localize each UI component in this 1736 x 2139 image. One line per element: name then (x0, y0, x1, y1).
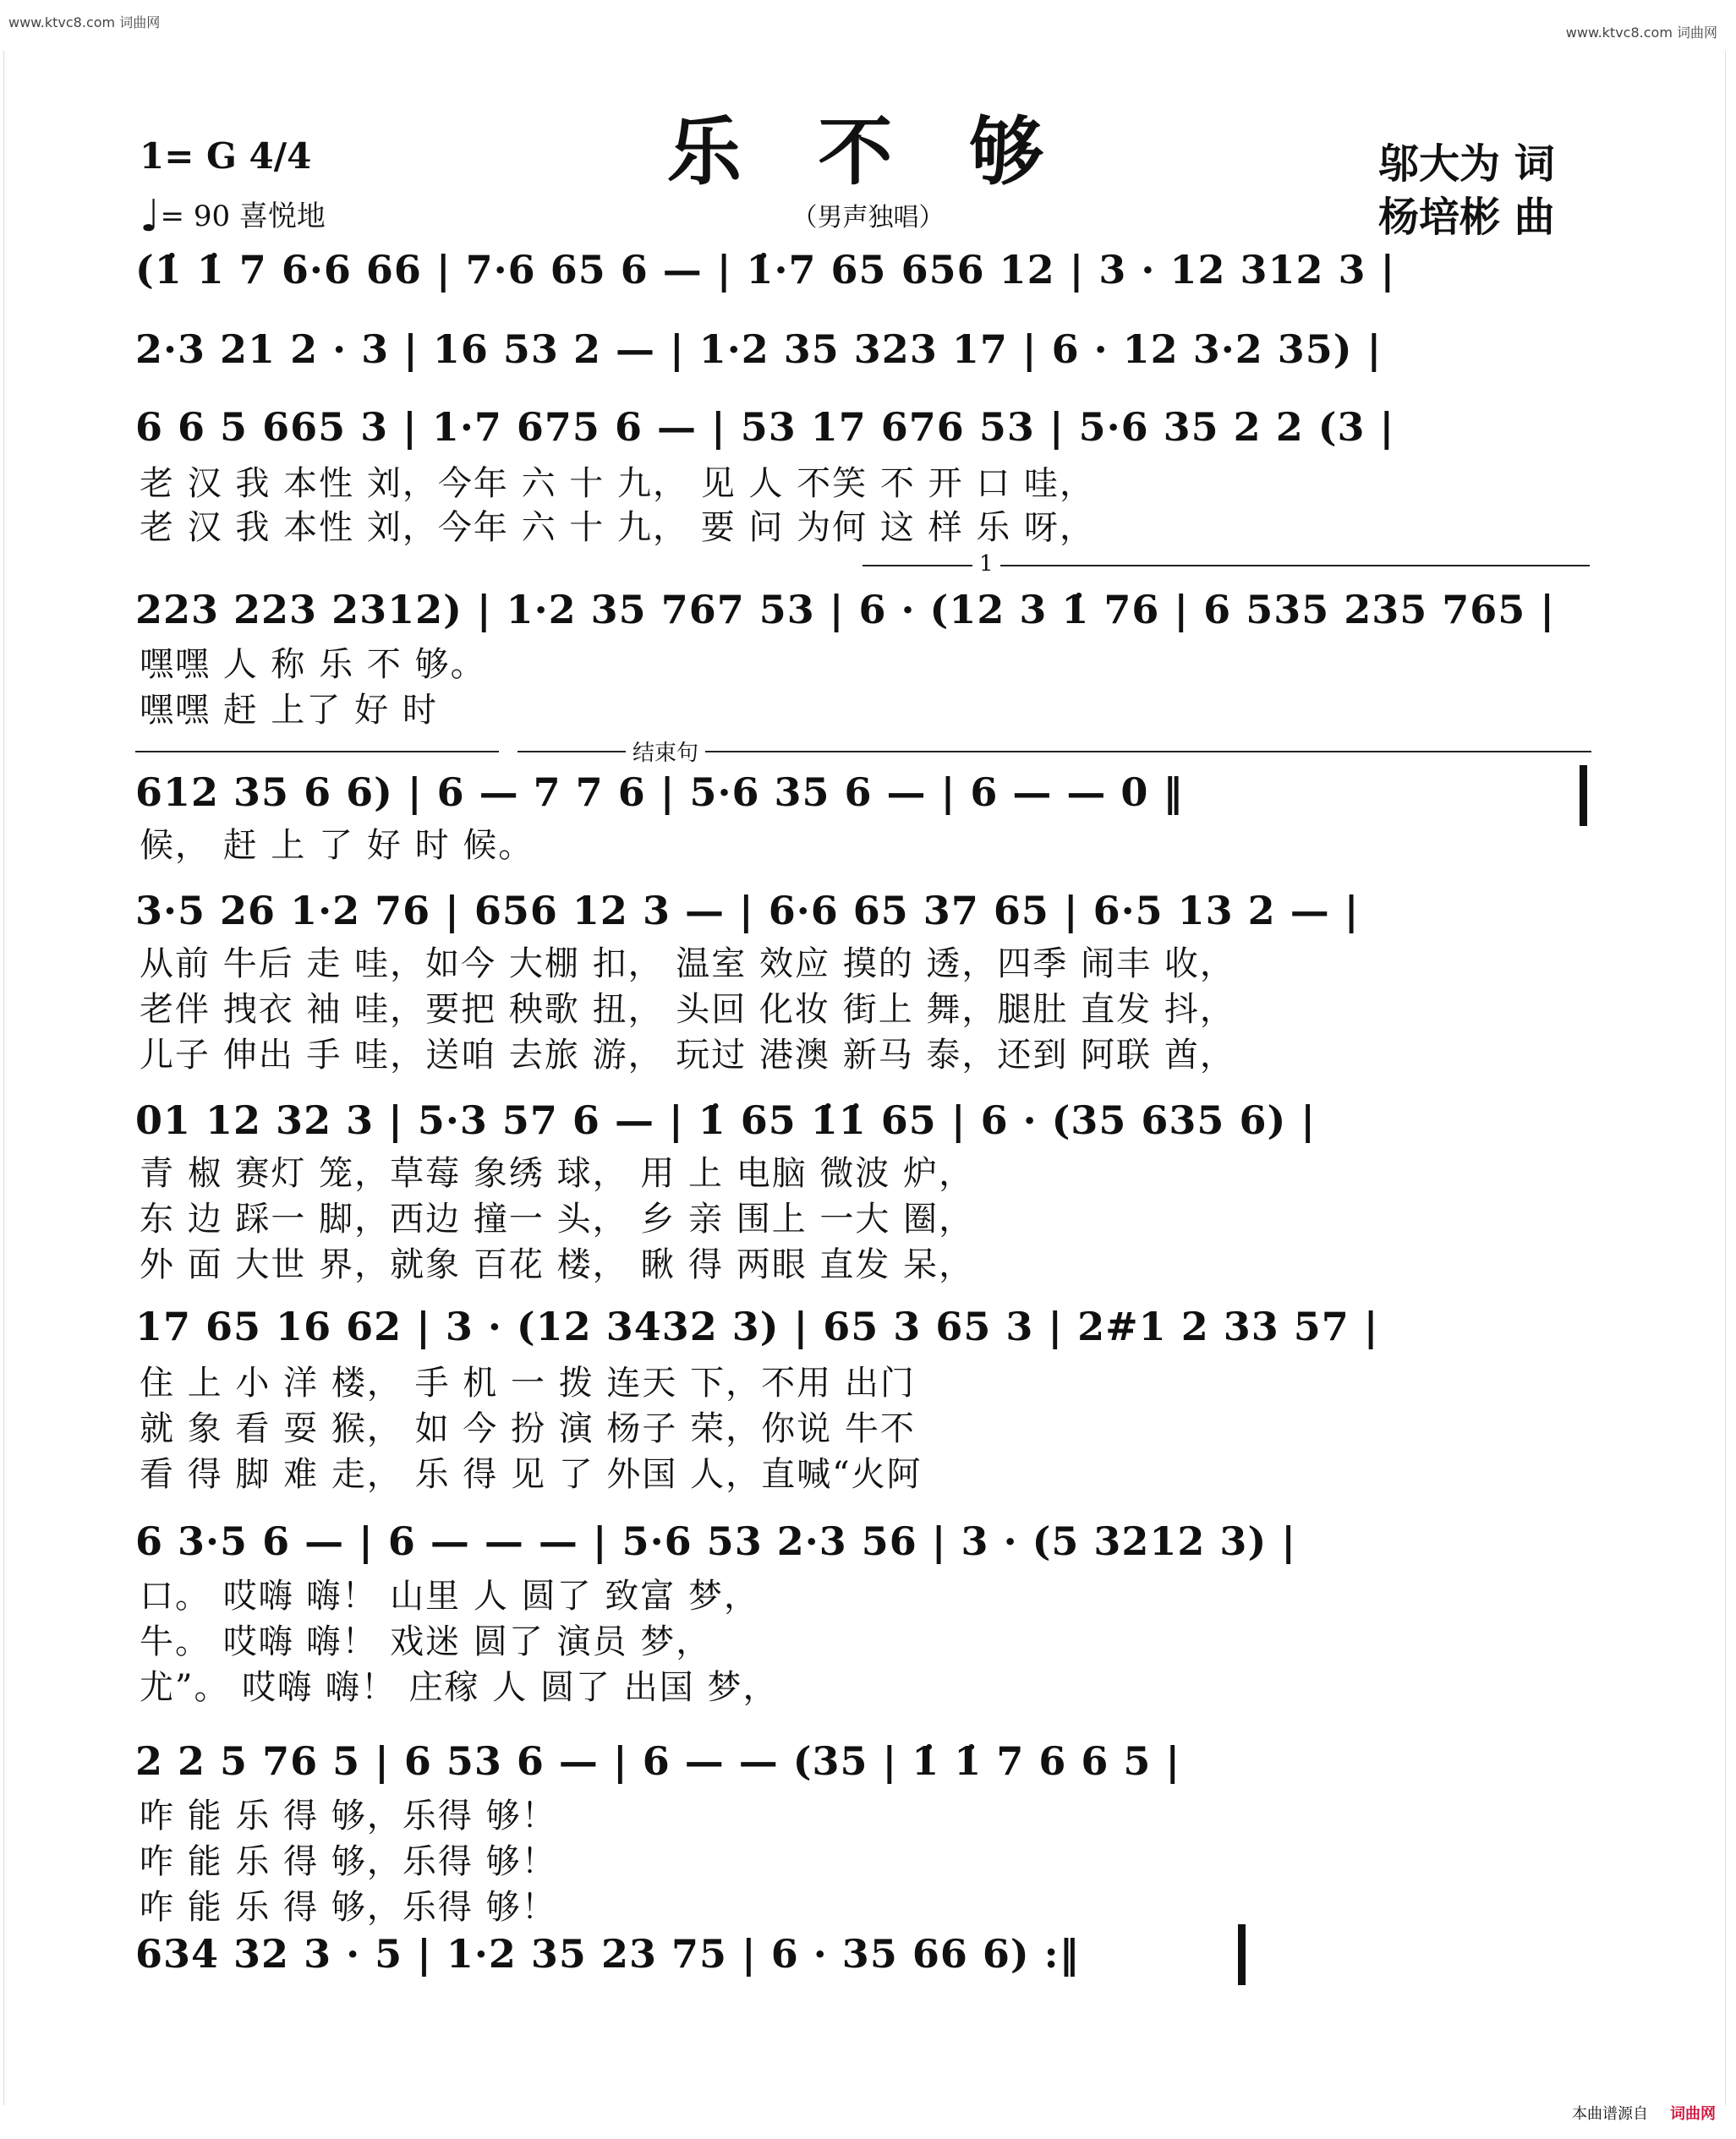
left-margin-strip (3, 51, 11, 2105)
notation-line: 01 12 32 3 | 5·3 57 6 — | 1̇ 65 1̇1̇ 65 | 6 · (35 635 6) | (135, 1097, 1316, 1143)
lyric-line: 看 得 脚 难 走， 乐 得 见 了 外国 人，直喊“火阿 (140, 1455, 923, 1494)
lyric-line: 老 汉 我 本性 刘，今年 六 十 九， 要 问 为何 这 样 乐 呀， (140, 508, 1096, 547)
lyric-line: 候， 赶 上 了 好 时 候。 (140, 826, 534, 865)
lyric-line: 口。 哎嗨 嗨！ 山里 人 圆了 致富 梦， (140, 1577, 760, 1616)
lyric-line: 青 椒 赛灯 笼，草莓 象绣 球， 用 上 电脑 微波 炉， (140, 1154, 975, 1193)
lyric-line: 咋 能 乐 得 够，乐得 够！ (140, 1797, 557, 1835)
lyric-line: 从前 牛后 走 哇，如今 大棚 扣， 温室 效应 摸的 透，四季 闹丰 收， (140, 944, 1235, 983)
volta-number: 1 (972, 551, 1000, 577)
song-title: 乐 不 够 (666, 107, 1070, 195)
right-margin-strip (1725, 51, 1733, 2105)
lyric-line: 咋 能 乐 得 够，乐得 够！ (140, 1888, 557, 1927)
footer-source-text: 本曲谱源自 (1572, 2105, 1648, 2123)
composer-credit: 杨培彬 曲 (1378, 194, 1555, 241)
notation-line: 634 32 3 · 5 | 1·2 35 23 75 | 6 · 35 66 6) :‖ (135, 1931, 1080, 1977)
lyric-line: 嘿嘿 赶 上了 好 时 (140, 691, 438, 730)
lyric-line: 外 面 大世 界，就象 百花 楼， 瞅 得 两眼 直发 呆， (140, 1245, 975, 1284)
notation-line: 612 35 6 6) | 6 — 7 7 6 | 5·6 35 6 — | 6 — — 0 ‖ (135, 769, 1184, 815)
lyric-line: 儿子 伸出 手 哇，送咱 去旅 游， 玩过 港澳 新马 泰，还到 阿联 酋， (140, 1036, 1235, 1075)
final-barline (1580, 765, 1587, 826)
ending-label: 结束句 (626, 736, 705, 767)
lyric-line: 嘿嘿 人 称 乐 不 够。 (140, 645, 486, 684)
lyricist-credit: 邬大为 词 (1378, 140, 1555, 188)
ending-bracket-left (135, 751, 499, 752)
notation-line: 3·5 26 1·2 76 | 656 12 3 — | 6·6 65 37 65 | 6·5 13 2 — | (135, 888, 1360, 933)
notation-line: 6 6 5 665 3 | 1·7 675 6 — | 53 17 676 53 | 5·6 35 2 2 (3 | (135, 404, 1395, 450)
lyric-line: 牛。 哎嗨 嗨！ 戏迷 圆了 演员 梦， (140, 1622, 712, 1661)
repeat-end-barline (1238, 1924, 1246, 1985)
performance-note: （男声独唱） (791, 203, 945, 232)
key-signature: 1= G 4/4 (140, 135, 312, 177)
lyric-line: 就 象 看 耍 猴， 如 今 扮 演 杨子 荣，你说 牛不 (140, 1409, 916, 1448)
quarter-note-icon: ♩ (140, 191, 161, 242)
watermark-left: www.ktvc8.com 词曲网 (8, 14, 161, 30)
notation-line: 2·3 21 2 · 3 | 16 53 2 — | 1·2 35 323 17 | 6 · 12 3·2 35) | (135, 326, 1383, 372)
notation-line: (1̇ 1̇ 7 6·6 66 | 7·6 65 6 — | 1̇·7 65 656 12 | 3 · 12 312 3 | (135, 247, 1396, 293)
lyric-line: 老伴 拽衣 袖 哇，要把 秧歌 扭， 头回 化妆 街上 舞，腿肚 直发 抖， (140, 990, 1235, 1029)
lyric-line: 老 汉 我 本性 刘，今年 六 十 九， 见 人 不笑 不 开 口 哇， (140, 464, 1096, 503)
footer-source (1572, 2102, 1716, 2124)
tempo-text: = 90 喜悦地 (160, 200, 326, 233)
lyric-line: 咋 能 乐 得 够，乐得 够！ (140, 1842, 557, 1881)
volta-bracket (863, 565, 1590, 566)
notation-line: 2 2 5 76 5 | 6 53 6 — | 6 — — (35 | 1̇ 1̇ 7 6 6 5 | (135, 1738, 1181, 1784)
lyric-line: 东 边 踩一 脚，西边 撞一 头， 乡 亲 围上 一大 圈， (140, 1200, 975, 1239)
notation-line: 17 65 16 62 | 3 · (12 3432 3) | 65 3 65 3 | 2#1 2 33 57 | (135, 1304, 1379, 1349)
notation-line: 223 223 2312) | 1·2 35 767 53 | 6 · (12 3 1̇ 76 | 6 535 235 765 | (135, 587, 1556, 632)
lyric-line: 住 上 小 洋 楼， 手 机 一 拨 连天 下，不用 出门 (140, 1364, 916, 1403)
watermark-right: www.ktvc8.com 词曲网 (1565, 25, 1717, 41)
footer-brand: 词曲网 (1670, 2105, 1716, 2123)
notation-line: 6 3·5 6 — | 6 — — — | 5·6 53 2·3 56 | 3 · (5 3212 3) | (135, 1518, 1296, 1564)
lyric-line: 尤”。 哎嗨 嗨！ 庄稼 人 圆了 出国 梦， (140, 1668, 779, 1707)
